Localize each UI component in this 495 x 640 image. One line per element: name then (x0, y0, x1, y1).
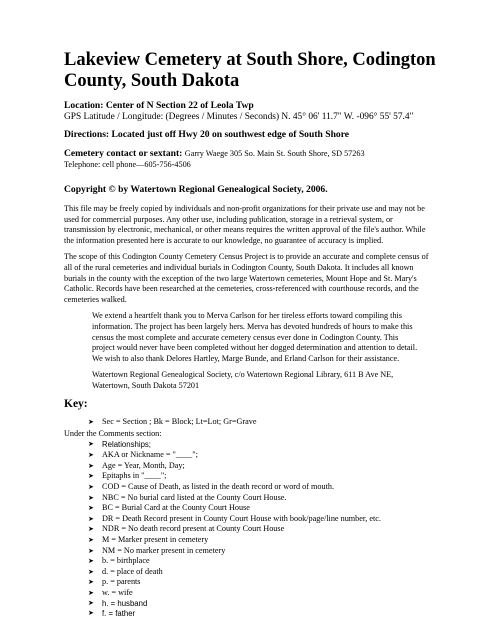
arrow-bullet-icon: ➤ (88, 599, 94, 607)
arrow-bullet-icon: ➤ (88, 557, 94, 566)
location-line: Location: Center of N Section 22 of Leola Twp (64, 100, 254, 111)
arrow-bullet-icon: ➤ (88, 514, 94, 523)
arrow-bullet-icon: ➤ (88, 483, 94, 492)
key-item: ➤ w. = wife (88, 588, 133, 597)
copyright-notice: Copyright © by Watertown Regional Genealogical Society, 2006. (64, 184, 328, 195)
arrow-bullet-icon: ➤ (88, 589, 94, 597)
gps-coordinates: GPS Latitude / Longitude: (Degrees / Minutes / Seconds) N. 45° 06' 11.7" W. -096° 55' 57.4" (64, 112, 414, 122)
arrow-bullet-icon: ➤ (88, 525, 94, 534)
key-item: ➤ NM = No marker present in cemetery (88, 545, 226, 555)
arrow-bullet-icon: ➤ (88, 461, 94, 470)
key-item: ➤ p. = parents (88, 577, 141, 587)
key-list (64, 417, 436, 428)
arrow-bullet-icon: ➤ (88, 472, 94, 481)
arrow-bullet-icon: ➤ (88, 504, 94, 513)
key-item: ➤ BC = Burial Card at the County Court House (88, 503, 250, 513)
contact-block (64, 148, 436, 170)
scope-paragraph: The scope of this Codington County Cemetery Census Project is to provide an accurate and complete census of all of the rural cemeteries and individual burials in Codington County, South Dakota. It includes all known burials in the county with the exception of the two large Watertown cemeteries, Mount Hope and St. Mary's Catholic. Records have been researched at the cemeteries, cross-referenced with courthouse records, and the cemeteries walked. (64, 252, 429, 304)
key-item: ➤ COD = Cause of Death, as listed in the death record or word of mouth. (88, 482, 334, 492)
page-title: Lakeview Cemetery at South Shore, Codington County, South Dakota (64, 50, 436, 91)
key-item: ➤ NDR = No death record present at County Court House (88, 524, 285, 534)
arrow-bullet-icon: ➤ (88, 493, 94, 502)
arrow-bullet-icon: ➤ (88, 417, 94, 426)
key-item: ➤ f. = father (88, 609, 136, 619)
arrow-bullet-icon: ➤ (88, 610, 94, 618)
thanks-paragraph: We extend a heartfelt thank you to Merva Carlson for her tireless efforts toward compiling this information. The project has been largely hers. Merva has devoted hundreds of hours to make this census the most complete and accurate cemetery census ever done in Codington County. This project would never have been completed without her dogged determination and attention to detail. We wish to also thank Delores Hartley, Marge Bunde, and Erland Carlson for their assistance. (92, 311, 418, 363)
contact-value: Garry Waege 305 So. Main St. South Shore, SD 57263 (184, 149, 365, 158)
arrow-bullet-icon: ➤ (88, 578, 94, 587)
contact-phone: Telephone: cell phone—605-756-4506 (64, 160, 191, 169)
key-item: ➤ b. = birthplace (88, 556, 150, 566)
document-page (64, 50, 436, 620)
key-item: ➤ d. = place of death (88, 566, 163, 576)
comments-key-list (64, 440, 436, 620)
key-item: ➤ NBC = No burial card listed at the County Court House. (88, 492, 287, 502)
key-item: ➤ M = Marker present in cemetery (88, 535, 209, 545)
arrow-bullet-icon: ➤ (88, 451, 94, 460)
key-heading: Key: (64, 397, 88, 410)
usage-paragraph: This file may be freely copied by individuals and non-profit organizations for their private use and may not be used for commercial purposes. Any other use, including publication, storage in a retrieval system, or transmission by electronic, mechanical, or other means requires the written approval of the file's author. While the information presented here is accurate to our knowledge, no guarantee of accuracy is implied. (64, 204, 426, 245)
arrow-bullet-icon: ➤ (88, 536, 94, 545)
key-item: ➤ Sec = Section ; Bk = Block; Lt=Lot; Gr=Grave (88, 416, 257, 426)
arrow-bullet-icon: ➤ (88, 546, 94, 555)
arrow-bullet-icon: ➤ (88, 440, 94, 448)
key-item: ➤ DR = Death Record present in County Court House with book/page/line number, etc. (88, 513, 381, 523)
comments-intro: Under the Comments section: (64, 429, 162, 439)
society-address: Watertown Regional Genealogical Society, c/o Watertown Regional Library, 611 B Ave NE, Watertown, South Dakota 57201 (92, 370, 394, 390)
contact-label: Cemetery contact or sextant: (64, 148, 183, 159)
directions-line: Directions: Located just off Hwy 20 on southwest edge of South Shore (64, 129, 350, 140)
key-item: ➤ h. = husband (88, 598, 148, 608)
key-item: ➤ AKA or Nickname = "____"; (88, 450, 198, 460)
key-item: ➤ Relationships; (88, 439, 151, 449)
arrow-bullet-icon: ➤ (88, 567, 94, 576)
key-item: ➤ Epitaphs in "____"; (88, 471, 167, 481)
key-item: ➤ Age = Year, Month, Day; (88, 460, 185, 470)
